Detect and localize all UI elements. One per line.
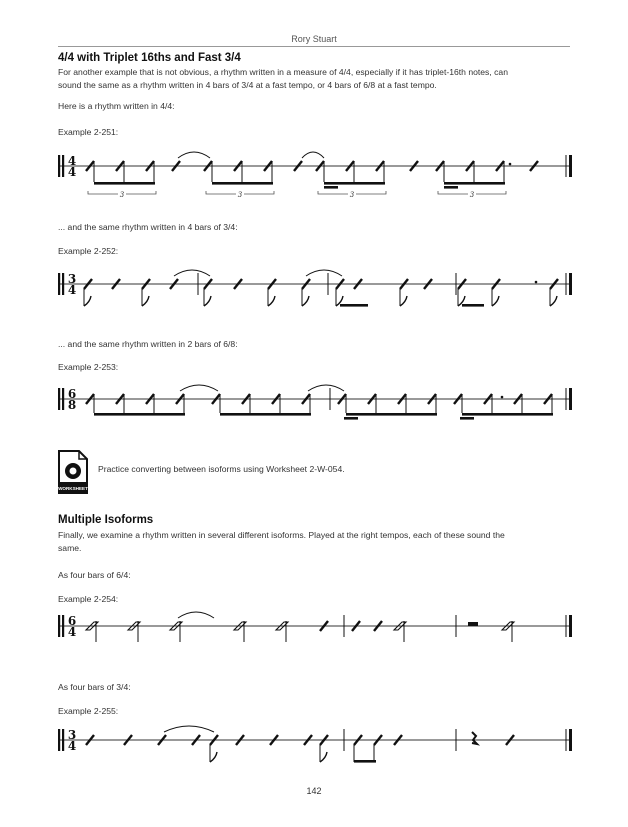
note-beam	[462, 304, 484, 307]
note-beam	[94, 413, 185, 416]
tie	[306, 270, 342, 276]
time-signature-bottom: 4	[67, 739, 77, 753]
percussion-clef-bar	[62, 729, 64, 751]
worksheet-icon[interactable]	[58, 450, 88, 494]
percussion-clef-bar	[62, 155, 64, 177]
section-heading-isoforms: Multiple Isoforms	[58, 514, 154, 526]
note-beam	[354, 760, 376, 763]
half-rest	[468, 622, 478, 626]
time-signature-bottom: 4	[67, 165, 77, 179]
note-beam	[460, 417, 474, 420]
final-barline	[569, 729, 572, 751]
percussion-clef-bar	[62, 273, 64, 295]
percussion-clef-bar	[58, 615, 60, 637]
note-beam	[444, 186, 458, 189]
staff-example-2-253	[58, 385, 572, 425]
dot	[509, 163, 512, 166]
note-flag	[84, 296, 91, 306]
caption-four-bars-3-4: As four bars of 3/4:	[58, 682, 131, 692]
note-beam	[212, 182, 273, 185]
triplet-number: 3	[119, 191, 125, 199]
tie	[164, 726, 214, 732]
note-flag	[400, 296, 407, 306]
triplet-number: 3	[237, 191, 243, 199]
time-signature-top: 6	[67, 387, 77, 401]
section1-paragraph: For another example that is not obvious, a rhythm written in a measure of 4/4, especially if it has triplet-16th notes, can sound the same as a rhythm written in 4 bars of 3/4 at a fast tempo, or 4 bars of 6/8 at a fast tempo.	[58, 67, 508, 90]
example-label-2-253: Example 2-253:	[58, 362, 119, 372]
dot	[535, 281, 538, 284]
note-beam	[324, 182, 385, 185]
page-number: 142	[306, 786, 322, 796]
note-flag	[210, 752, 217, 762]
example-label-2-255: Example 2-255:	[58, 706, 119, 716]
section-heading-triplet: 4/4 with Triplet 16ths and Fast 3/4	[58, 52, 241, 64]
note-flag	[550, 296, 557, 306]
note-flag	[142, 296, 149, 306]
time-signature-bottom: 4	[67, 283, 77, 297]
note-beam	[220, 413, 311, 416]
time-signature-bottom: 8	[67, 398, 77, 412]
caption-rhythm-6-8: ... and the same rhythm written in 2 bars of 6/8:	[58, 339, 238, 349]
caption-rhythm-4-4: Here is a rhythm written in 4/4:	[58, 101, 175, 111]
time-signature-top: 6	[67, 614, 77, 628]
percussion-clef-bar	[62, 388, 64, 410]
final-barline	[569, 155, 572, 177]
note-beam	[324, 186, 338, 189]
note-beam	[444, 182, 505, 185]
staff-example-2-251	[58, 150, 572, 199]
tie	[178, 612, 214, 618]
time-signature-top: 3	[67, 272, 77, 286]
staff-example-2-254	[58, 612, 572, 652]
time-signature-top: 4	[67, 154, 77, 168]
triplet-number: 3	[349, 191, 355, 199]
example-label-2-254: Example 2-254:	[58, 594, 119, 604]
note-flag	[268, 296, 275, 306]
percussion-clef-bar	[58, 155, 60, 177]
note-beam	[94, 182, 155, 185]
note-beam	[344, 417, 358, 420]
final-barline	[569, 273, 572, 295]
worksheet-icon-label: WORKSHEET	[58, 486, 88, 491]
example-label-2-252: Example 2-252:	[58, 246, 119, 256]
note-flag	[320, 752, 327, 762]
time-signature-bottom: 4	[67, 625, 77, 639]
tie	[308, 385, 344, 391]
caption-four-bars-6-4: As four bars of 6/4:	[58, 570, 131, 580]
percussion-clef-bar	[58, 729, 60, 751]
note-flag	[302, 296, 309, 306]
tie	[174, 270, 210, 276]
caption-rhythm-3-4: ... and the same rhythm written in 4 bars of 3/4:	[58, 222, 238, 232]
tie	[178, 152, 210, 158]
dot	[501, 396, 504, 399]
staff-example-2-255	[58, 724, 572, 769]
note-flag	[204, 296, 211, 306]
staff-example-2-252	[58, 268, 572, 313]
final-barline	[569, 615, 572, 637]
quarter-rest	[472, 732, 477, 744]
header-rule	[58, 46, 570, 47]
percussion-clef-bar	[62, 615, 64, 637]
note-flag	[492, 296, 499, 306]
time-signature-top: 3	[67, 728, 77, 742]
note-beam	[346, 413, 437, 416]
tie	[180, 385, 218, 391]
percussion-clef-bar	[58, 388, 60, 410]
tie	[302, 152, 324, 158]
triplet-number: 3	[469, 191, 475, 199]
final-barline	[569, 388, 572, 410]
worksheet-instruction: Practice converting between isoforms using Worksheet 2-W-054.	[98, 464, 345, 474]
note-beam	[340, 304, 368, 307]
section2-paragraph: Finally, we examine a rhythm written in several different isoforms. Played at the right tempos, each of these sound the same.	[58, 530, 505, 553]
example-label-2-251: Example 2-251:	[58, 127, 119, 137]
percussion-clef-bar	[58, 273, 60, 295]
note-beam	[462, 413, 553, 416]
running-header: Rory Stuart	[291, 34, 337, 44]
